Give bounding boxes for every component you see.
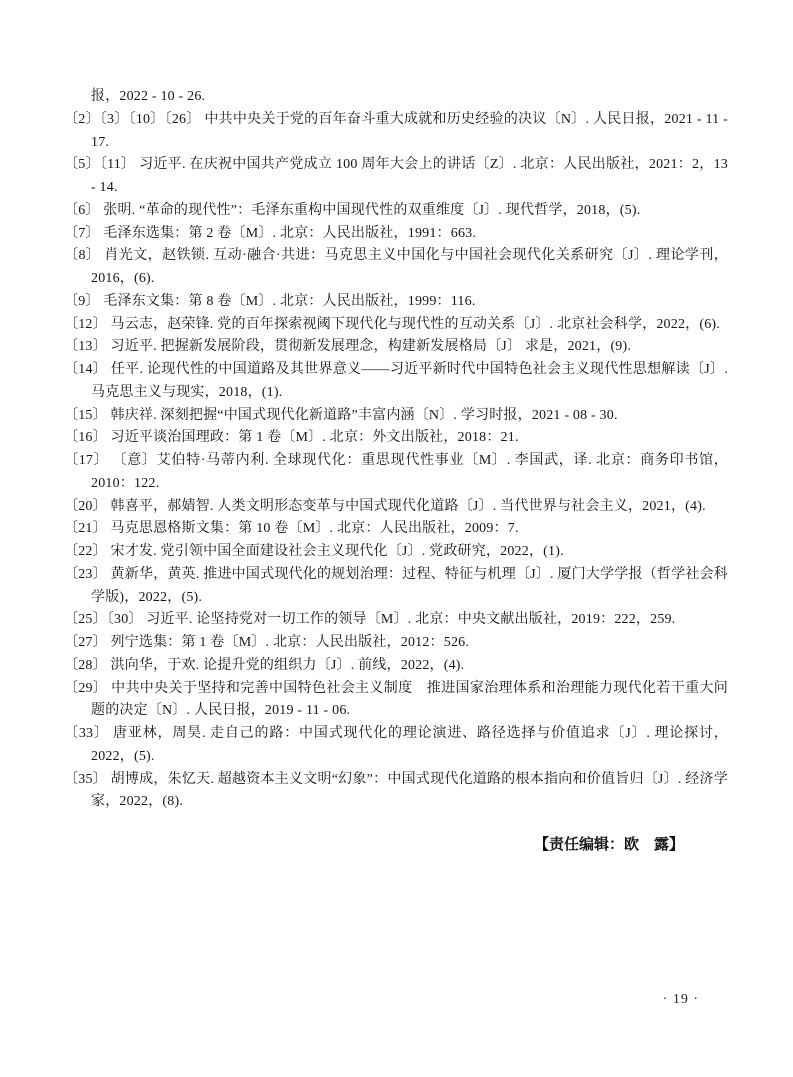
reference-entry-33: 〔33〕 唐亚林，周昊. 走自己的路：中国式现代化的理论演进、路径选择与价值追求〔J〕. 理论探讨，2022，(5). — [64, 726, 728, 764]
reference-entry-15: 〔15〕 韩庆祥. 深刻把握“中国式现代化新道路”丰富内涵〔N〕. 学习时报，2021 - 08 - 30. — [64, 407, 618, 423]
reference-entry-17: 〔17〕 〔意〕艾伯特·马蒂内利. 全球现代化：重思现代性事业〔M〕. 李国武，译. 北京：商务印书馆，2010：122. — [64, 453, 728, 491]
reference-entry-22: 〔22〕 宋才发. 党引领中国全面建设社会主义现代化〔J〕. 党政研究，2022，(1). — [64, 544, 564, 559]
reference-entry-13: 〔13〕 习近平. 把握新发展阶段，贯彻新发展理念，构建新发展格局〔J〕 求是，2021，(9). — [64, 339, 632, 355]
editor-note: 【责任编辑：欧 露】 — [533, 836, 684, 853]
reference-entry-27: 〔27〕 列宁选集：第 1 卷〔M〕. 北京：人民出版社，2012：526. — [64, 635, 470, 650]
reference-entry-23: 〔23〕 黄新华，黄英. 推进中国式现代化的规划治理：过程、特征与机理〔J〕. 厦门大学学报（哲学社会科学版)，2022，(5). — [64, 566, 728, 605]
reference-entry-6: 〔6〕 张明. “革命的现代性”：毛泽东重构中国现代性的双重维度〔J〕. 现代哲学，2018，(5). — [64, 202, 641, 218]
reference-entry-20: 〔20〕 韩喜平，郝婧智. 人类文明形态变革与中国式现代化道路〔J〕. 当代世界与社会主义，2021，(4). — [64, 498, 706, 514]
reference-entry-25: 〔25〕〔30〕 习近平. 论坚持党对一切工作的领导〔M〕. 北京：中央文献出版社，2019：222，259. — [64, 612, 676, 628]
reference-entry-21: 〔21〕 马克思恩格斯文集：第 10 卷〔M〕. 北京：人民出版社，2009：7. — [64, 521, 519, 537]
reference-entry-28: 〔28〕 洪向华，于欢. 论提升党的组织力〔J〕. 前线，2022，(4). — [64, 657, 465, 673]
reference-entry-8: 〔8〕 肖光文，赵铁锁. 互动·融合·共进：马克思主义中国化与中国社会现代化关系研究〔J〕. 理论学刊，2016，(6). — [64, 248, 728, 286]
reference-entry-29: 〔29〕 中共中央关于坚持和完善中国特色社会主义制度 推进国家治理体系和治理能力现代化若干重大问题的决定〔N〕. 人民日报，2019 - 11 - 06. — [64, 680, 728, 719]
reference-entry-14: 〔14〕 任平. 论现代性的中国道路及其世界意义——习近平新时代中国特色社会主义现代性思想解读〔J〕. 马克思主义与现实，2018，(1). — [64, 362, 728, 400]
page-number: · 19 · — [662, 992, 699, 1007]
reference-entry-2: 〔2〕〔3〕〔10〕〔26〕 中共中央关于党的百年奋斗重大成就和历史经验的决议〔N〕. 人民日报，2021 - 11 - 17. — [64, 111, 728, 150]
references-list — [64, 86, 728, 856]
reference-entry-35: 〔35〕 胡博成，朱忆天. 超越资本主义文明“幻象”：中国式现代化道路的根本指向和价值旨归〔J〕. 经济学家，2022，(8). — [64, 771, 728, 810]
reference-entry-9: 〔9〕 毛泽东文集：第 8 卷〔M〕. 北京：人民出版社，1999：116. — [64, 293, 476, 309]
reference-entry-7: 〔7〕 毛泽东选集：第 2 卷〔M〕. 北京：人民出版社，1991：663. — [64, 225, 477, 241]
reference-entry-16: 〔16〕 习近平谈治国理政：第 1 卷〔M〕. 北京：外文出版社，2018：21. — [64, 430, 519, 446]
reference-continuation-line: 报，2022 - 10 - 26. — [91, 89, 206, 104]
reference-entry-12: 〔12〕 马云志，赵荣锋. 党的百年探索视阈下现代化与现代性的互动关系〔J〕. 北京社会科学，2022，(6). — [64, 316, 720, 332]
reference-entry-5: 〔5〕〔11〕 习近平. 在庆祝中国共产党成立 100 周年大会上的讲话〔Z〕. 北京：人民出版社，2021：2，13 - 14. — [64, 157, 728, 195]
